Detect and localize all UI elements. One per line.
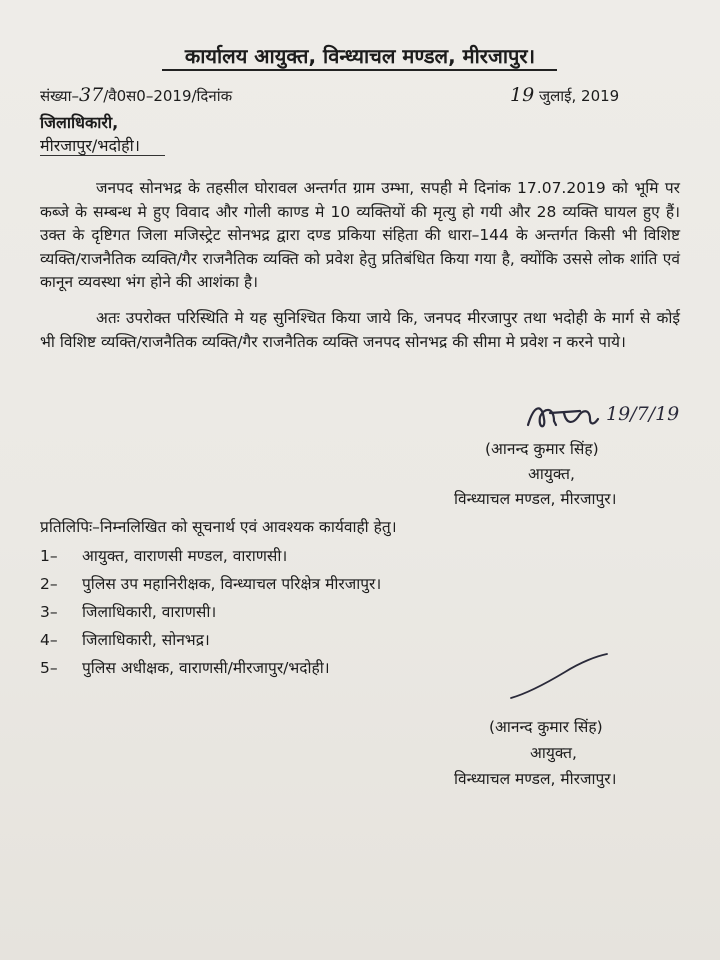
signature-1-date: 19/7/19 bbox=[606, 403, 680, 425]
signatory-1-name: (आनन्द कुमार सिंह) bbox=[485, 440, 599, 458]
copy-to-item-text: पुलिस उप महानिरीक्षक, विन्ध्याचल परिक्षेत्र मीरजापुर। bbox=[82, 575, 382, 593]
copy-to-item bbox=[40, 572, 381, 594]
reference-suffix: /वै0स0–2019/दिनांक bbox=[103, 87, 233, 105]
copy-to-item-number: 5– bbox=[40, 659, 58, 677]
office-title: कार्यालय आयुक्त, विन्ध्याचल मण्डल, मीरजापुर। bbox=[184, 44, 536, 68]
signatory-2-designation: आयुक्त, bbox=[530, 744, 577, 762]
handwritten-signature-2 bbox=[505, 650, 615, 710]
addressee-location: मीरजापुर/भदोही। bbox=[40, 136, 140, 155]
signatory-2-name: (आनन्द कुमार सिंह) bbox=[489, 718, 603, 736]
signatory-1-designation: आयुक्त, bbox=[528, 465, 575, 483]
copy-to-item-number: 1– bbox=[40, 547, 58, 565]
signatory-1-office: विन्ध्याचल मण्डल, मीरजापुर। bbox=[454, 490, 617, 508]
copy-to-item-text: जिलाधिकारी, सोनभद्र। bbox=[82, 631, 210, 649]
copy-to-item-text: पुलिस अधीक्षक, वाराणसी/मीरजापुर/भदोही। bbox=[82, 659, 330, 677]
addressee-title: जिलाधिकारी, bbox=[40, 113, 119, 132]
signatory-2-office: विन्ध्याचल मण्डल, मीरजापुर। bbox=[454, 770, 617, 788]
copy-to-item-text: आयुक्त, वाराणसी मण्डल, वाराणसी। bbox=[82, 547, 288, 565]
addressee-underline bbox=[40, 155, 165, 156]
letter-date bbox=[510, 84, 619, 106]
copy-to-item-number: 2– bbox=[40, 575, 58, 593]
reference-number bbox=[40, 84, 232, 106]
copy-to-item-text: जिलाधिकारी, वाराणसी। bbox=[82, 603, 217, 621]
body-paragraph-2: अतः उपरोक्त परिस्थिति मे यह सुनिश्चित किया जाये कि, जनपद मीरजापुर तथा भदोही के मार्ग से कोई भी विशिष्ट व्यक्ति/राजनैतिक व्यक्ति/गैर राजनैतिक व्यक्ति जनपद सोनभद्र की सीमा मे प्रवेश न करने पाये। bbox=[40, 309, 680, 351]
title-underline bbox=[162, 69, 557, 71]
copy-to-heading: प्रतिलिपिः–निम्नलिखित को सूचनार्थ एवं आवश्यक कार्यवाही हेतु। bbox=[40, 518, 397, 536]
copy-to-item-number: 3– bbox=[40, 603, 58, 621]
reference-handwritten-number: 37 bbox=[79, 84, 104, 106]
date-month-year: जुलाई, 2019 bbox=[538, 87, 620, 105]
body-paragraph-1: जनपद सोनभद्र के तहसील घोरावल अन्तर्गत ग्राम उम्भा, सपही मे दिनांक 17.07.2019 को भूमि पर कब्जे के सम्बन्ध मे हुए विवाद और गोली काण्ड मे 10 व्यक्तियों की मृत्यु हो गयी और 28 व्यक्ति घायल हुए हैं। उक्त के दृष्टिगत जिला मजिस्ट्रेट सोनभद्र द्वारा दण्ड प्रकिया संहिता की धारा–144 के अन्तर्गत किसी भी विशिष्ट व्यक्ति/राजनैतिक व्यक्ति/गैर राजनैतिक व्यक्ति को प्रवेश हेतु प्रतिबंधित किया गया है, क्योंकि उससे लोक शांति एवं कानून व्यवस्था भंग होने की आशंका है। bbox=[40, 179, 680, 291]
copy-to-item bbox=[40, 656, 330, 678]
reference-prefix: संख्या– bbox=[40, 87, 80, 105]
copy-to-item-number: 4– bbox=[40, 631, 58, 649]
copy-to-item bbox=[40, 628, 210, 650]
copy-to-item bbox=[40, 544, 287, 566]
copy-to-item bbox=[40, 600, 216, 622]
date-handwritten-day: 19 bbox=[510, 84, 535, 106]
